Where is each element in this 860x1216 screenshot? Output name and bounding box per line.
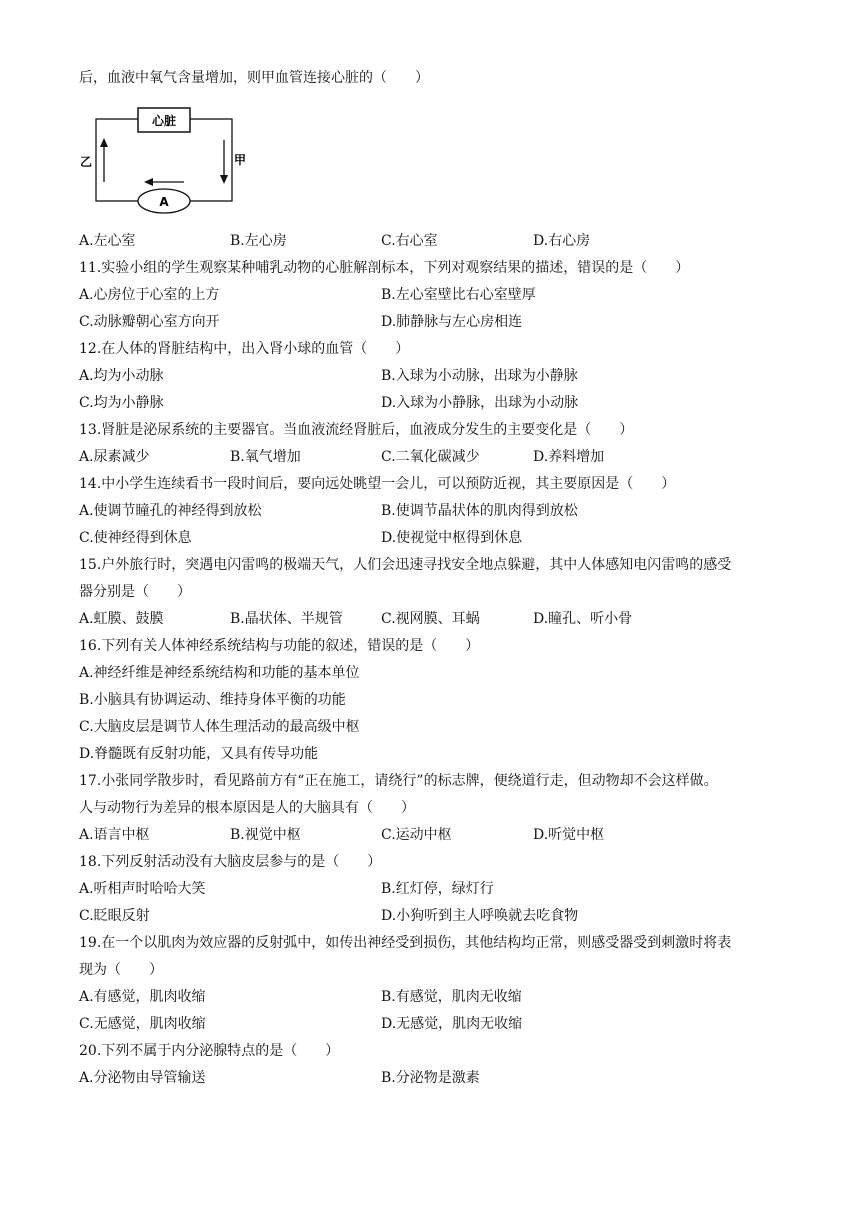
q10-option-a: A.左心室 [79, 233, 136, 249]
q18-option-b: B.红灯停，绿灯行 [381, 881, 494, 897]
q17-option-a: A.语言中枢 [79, 827, 150, 843]
q12-stem: 12.在人体的肾脏结构中，出入肾小球的血管（ ） [79, 341, 410, 357]
q20-stem: 20.下列不属于内分泌腺特点的是（ ） [79, 1043, 340, 1059]
q12-option-d: D.入球为小静脉，出球为小动脉 [381, 395, 579, 411]
q11-option-c: C.动脉瓣朝心室方向开 [79, 314, 220, 330]
q16-stem: 16.下列有关人体神经系统结构与功能的叙述，错误的是（ ） [79, 638, 480, 654]
q17-option-c: C.运动中枢 [381, 827, 452, 843]
q12-option-a: A.均为小动脉 [79, 368, 164, 384]
q17-stem-line-2: 人与动物行为差异的根本原因是人的大脑具有（ ） [79, 800, 415, 816]
q18-option-c: C.眨眼反射 [79, 908, 150, 924]
q19-stem-line-1: 19.在一个以肌肉为效应器的反射弧中，如传出神经受到损伤，其他结构均正常，则感受器受到刺激时将表 [79, 935, 732, 951]
q15-option-d: D.瞳孔、听小骨 [533, 611, 633, 627]
q16-option-c: C.大脑皮层是调节人体生理活动的最高级中枢 [79, 719, 360, 735]
q16-option-a: A.神经纤维是神经系统结构和功能的基本单位 [79, 665, 360, 681]
q13-option-b: B.氧气增加 [230, 449, 301, 465]
left-arrow-head [100, 138, 108, 147]
q14-option-a: A.使调节瞳孔的神经得到放松 [79, 503, 262, 519]
q18-option-d: D.小狗听到主人呼唤就去吃食物 [381, 908, 579, 924]
q11-option-a: A.心房位于心室的上方 [79, 287, 220, 303]
heart-label: 心脏 [151, 114, 177, 128]
q10-option-d: D.右心房 [533, 233, 591, 249]
q17-option-d: D.听觉中枢 [533, 827, 605, 843]
right-vessel-label: 甲 [234, 153, 247, 167]
q20-option-b: B.分泌物是激素 [381, 1070, 480, 1086]
q18-stem: 18.下列反射活动没有大脑皮层参与的是（ ） [79, 854, 382, 870]
node-a-label: A [159, 195, 169, 209]
q19-stem-line-2: 现为（ ） [79, 962, 163, 978]
q14-option-c: C.使神经得到休息 [79, 530, 192, 546]
q15-option-b: B.晶状体、半规管 [230, 611, 343, 627]
q14-option-b: B.使调节晶状体的肌肉得到放松 [381, 503, 578, 519]
q15-stem-line-1: 15.户外旅行时，突遇电闪雷鸣的极端天气，人们会迅速寻找安全地点躲避，其中人体感知电闪雷鸣的感受 [79, 557, 732, 573]
q19-option-c: C.无感觉，肌肉收缩 [79, 1016, 206, 1032]
q16-option-d: D.脊髓既有反射功能，又具有传导功能 [79, 746, 319, 762]
q14-stem: 14.中小学生连续看书一段时间后，要向远处眺望一会儿，可以预防近视，其主要原因是（ ） [79, 476, 676, 492]
heart-circulation-diagram [78, 100, 258, 220]
q19-option-d: D.无感觉，肌肉无收缩 [381, 1016, 523, 1032]
q16-option-b: B.小脑具有协调运动、维持身体平衡的功能 [79, 692, 346, 708]
q20-option-a: A.分泌物由导管输送 [79, 1070, 206, 1086]
q11-option-b: B.左心室壁比右心室壁厚 [381, 287, 536, 303]
left-vessel-label: 乙 [80, 155, 93, 169]
bottom-arrow-head [144, 178, 153, 186]
q17-stem-line-1: 17.小张同学散步时，看见路前方有“正在施工，请绕行”的标志牌，便绕道行走，但动物却不会这样做。 [79, 773, 718, 789]
q15-stem-line-2: 器分别是（ ） [79, 584, 191, 600]
q13-option-d: D.养料增加 [533, 449, 605, 465]
intro-line: 后，血液中氧气含量增加，则甲血管连接心脏的（ ） [79, 70, 429, 86]
q13-stem: 13.肾脏是泌尿系统的主要器官。当血液流经肾脏后，血液成分发生的主要变化是（ ） [79, 422, 634, 438]
q12-option-b: B.入球为小动脉，出球为小静脉 [381, 368, 578, 384]
right-arrow-head [220, 175, 228, 184]
q15-option-a: A.虹膜、鼓膜 [79, 611, 164, 627]
q11-option-d: D.肺静脉与左心房相连 [381, 314, 523, 330]
q19-option-a: A.有感觉，肌肉收缩 [79, 989, 206, 1005]
q17-option-b: B.视觉中枢 [230, 827, 301, 843]
q10-option-b: B.左心房 [230, 233, 287, 249]
q14-option-d: D.使视觉中枢得到休息 [381, 530, 523, 546]
q19-option-b: B.有感觉，肌肉无收缩 [381, 989, 522, 1005]
q13-option-a: A.尿素减少 [79, 449, 150, 465]
q13-option-c: C.二氧化碳减少 [381, 449, 480, 465]
q12-option-c: C.均为小静脉 [79, 395, 164, 411]
q15-option-c: C.视网膜、耳蜗 [381, 611, 480, 627]
q11-stem: 11.实验小组的学生观察某种哺乳动物的心脏解剖标本，下列对观察结果的描述，错误的是（ ） [79, 260, 690, 276]
q10-option-c: C.右心室 [381, 233, 438, 249]
q18-option-a: A.听相声时哈哈大笑 [79, 881, 206, 897]
